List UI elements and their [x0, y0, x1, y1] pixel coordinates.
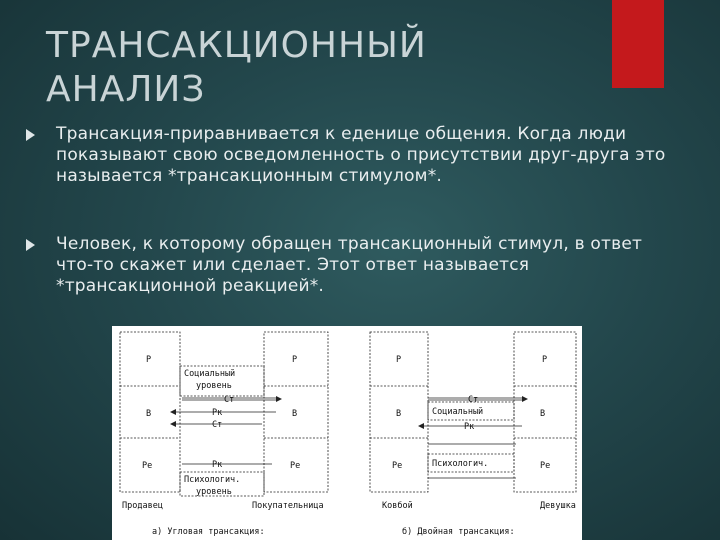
ego-state-label: Р — [542, 355, 548, 365]
arrow-bullet-icon — [26, 129, 35, 141]
reaction-label: Рк — [464, 422, 475, 432]
ego-state-label: Ре — [540, 461, 551, 471]
psych-level-label: Психологич. — [184, 475, 241, 485]
social-level-label: Социальный — [184, 369, 236, 379]
stimulus-label: Ст — [212, 420, 223, 430]
person-label: Ковбой — [382, 501, 413, 511]
ego-state-label: Ре — [290, 461, 301, 471]
person-label: Продавец — [122, 501, 163, 511]
transaction-diagram — [112, 326, 582, 540]
reaction-label: Рк — [212, 460, 223, 470]
stimulus-label: Ст — [468, 395, 479, 405]
diagram-caption: б) Двойная трансакция: — [402, 527, 515, 537]
social-level-label: Социальный — [432, 407, 484, 417]
title-line-2: АНАЛИЗ — [46, 69, 206, 110]
diagram-svg — [112, 326, 582, 540]
slide-title — [46, 24, 586, 112]
psych-level-label: Психологич. — [432, 459, 489, 469]
ego-state-label: В — [292, 409, 298, 419]
person-label: Девушка — [540, 501, 576, 511]
accent-bar — [612, 0, 664, 88]
ego-state-label: Ре — [392, 461, 403, 471]
social-level-label: уровень — [196, 381, 232, 391]
title-line-1: ТРАНСАКЦИОННЫЙ — [46, 25, 427, 66]
diagram-caption: а) Угловая трансакция: — [152, 527, 265, 537]
ego-state-label: В — [540, 409, 546, 419]
psych-level-label: уровень — [196, 487, 232, 497]
ego-state-label: Р — [292, 355, 298, 365]
ego-state-label: Ре — [142, 461, 153, 471]
ego-state-label: В — [146, 409, 152, 419]
person-label: Покупательница — [252, 501, 324, 511]
ego-state-label: Р — [146, 355, 152, 365]
bullet-text: Человек, к которому обращен трансакционный стимул, в ответ что-то скажет или сделает. Этот ответ называется *трансакционной реакцией*. — [56, 234, 643, 296]
stimulus-label: Ст — [224, 395, 235, 405]
bullet-text: Трансакция-приравнивается к еденице общения. Когда люди показывают свою осведомленность о присутствии друг-друга это называется *трансакционным стимулом*. — [56, 124, 666, 186]
reaction-label: Рк — [212, 408, 223, 418]
ego-state-label: Р — [396, 355, 402, 365]
arrow-bullet-icon — [26, 239, 35, 251]
ego-state-label: В — [396, 409, 402, 419]
